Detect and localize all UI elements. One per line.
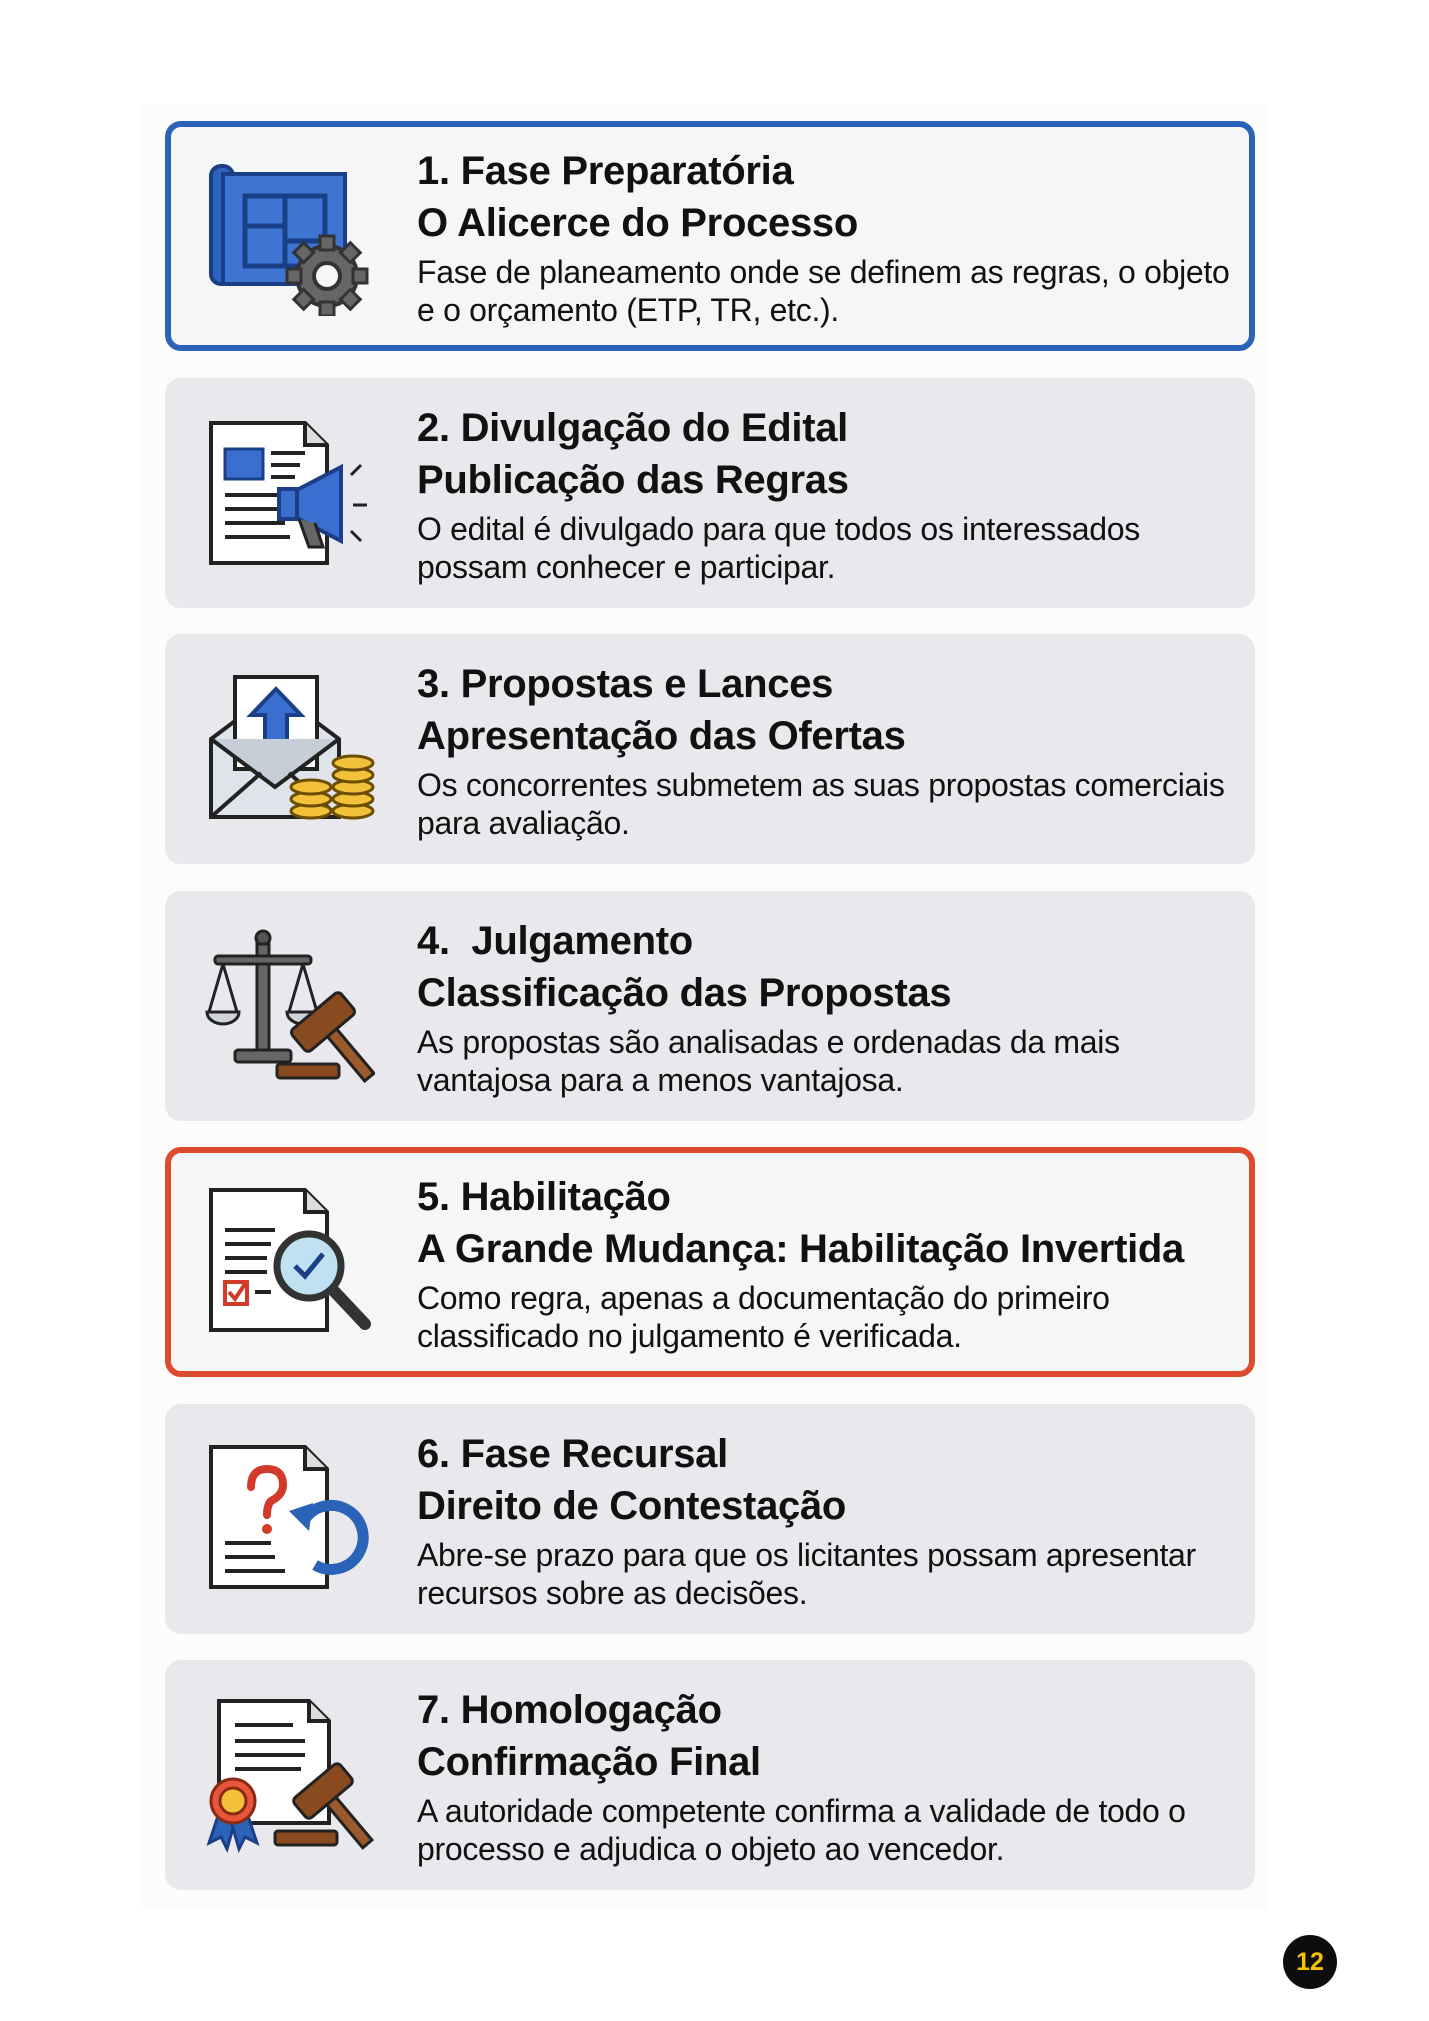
page-number-badge: 12 [1283, 1935, 1337, 1989]
step-subtitle: Classificação das Propostas [417, 971, 952, 1015]
document-question-undo-icon [205, 1439, 375, 1599]
document-magnifier-icon [205, 1182, 375, 1342]
step-subtitle: Publicação das Regras [417, 458, 849, 502]
step-subtitle: Confirmação Final [417, 1740, 761, 1784]
step-subtitle: A Grande Mudança: Habilitação Invertida [417, 1227, 1184, 1271]
step-title: 7. Homologação [417, 1688, 722, 1732]
step-title: 2. Divulgação do Edital [417, 406, 848, 450]
document-megaphone-icon [205, 413, 375, 573]
step-title: 5. Habilitação [417, 1175, 671, 1219]
step-title: 3. Propostas e Lances [417, 662, 834, 706]
step-card-4 [165, 891, 1255, 1121]
step-description: A autoridade competente confirma a validade de todo o processo e adjudica o objeto ao vencedor. [417, 1793, 1186, 1867]
scales-gavel-icon [205, 926, 375, 1086]
step-description: O edital é divulgado para que todos os interessados possam conhecer e participar. [417, 511, 1140, 585]
step-description: Como regra, apenas a documentação do primeiro classificado no julgamento é verificada. [417, 1280, 1110, 1354]
step-card-5 [165, 1147, 1255, 1377]
step-card-2 [165, 378, 1255, 608]
step-description: Fase de planeamento onde se definem as regras, o objeto e o orçamento (ETP, TR, etc.). [417, 254, 1230, 328]
step-subtitle: Apresentação das Ofertas [417, 714, 906, 758]
step-card-7 [165, 1660, 1255, 1890]
step-card-6 [165, 1404, 1255, 1634]
blueprint-gear-icon [205, 156, 375, 316]
step-description: Os concorrentes submetem as suas propostas comerciais para avaliação. [417, 767, 1225, 841]
certificate-gavel-icon [205, 1695, 375, 1855]
step-description: As propostas são analisadas e ordenadas da mais vantajosa para a menos vantajosa. [417, 1024, 1120, 1098]
step-description: Abre-se prazo para que os licitantes possam apresentar recursos sobre as decisões. [417, 1537, 1196, 1611]
step-title: 1. Fase Preparatória [417, 149, 794, 193]
step-subtitle: O Alicerce do Processo [417, 201, 858, 245]
step-card-3 [165, 634, 1255, 864]
envelope-coins-icon [205, 669, 375, 829]
step-title: 6. Fase Recursal [417, 1432, 728, 1476]
step-card-1 [165, 121, 1255, 351]
step-subtitle: Direito de Contestação [417, 1484, 847, 1528]
step-title: 4. Julgamento [417, 919, 693, 963]
